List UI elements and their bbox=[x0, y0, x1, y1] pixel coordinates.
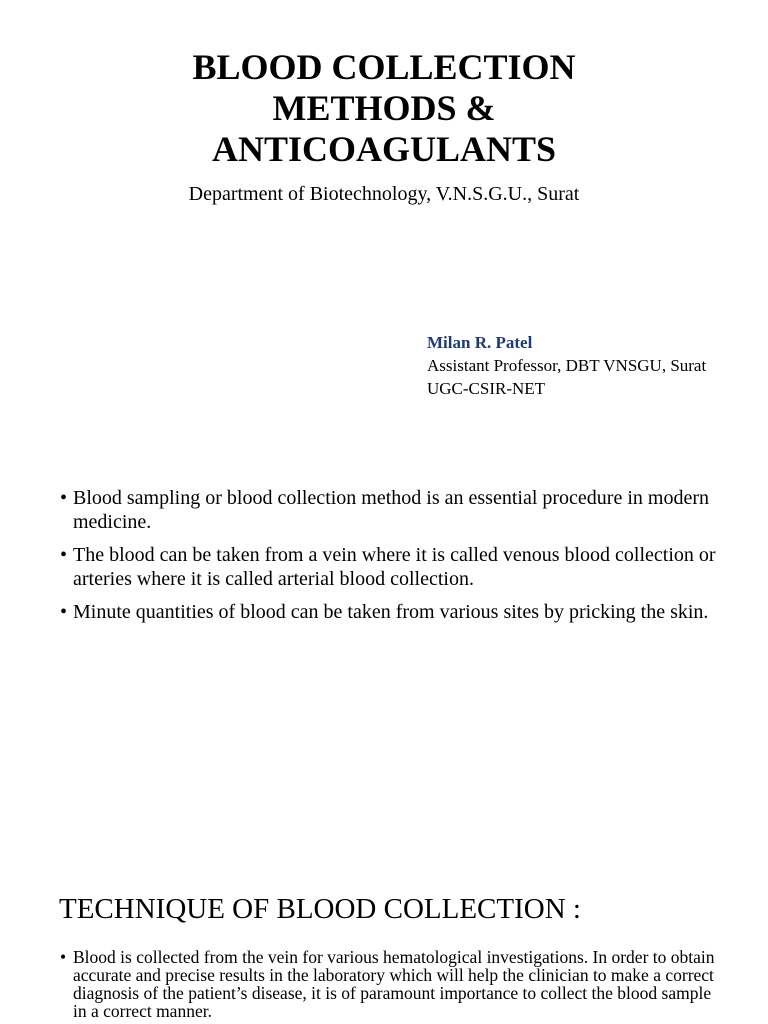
bullet-list bbox=[60, 486, 720, 633]
bullet-list bbox=[60, 948, 720, 1024]
bullet-icon: • bbox=[60, 601, 68, 623]
title-line: ANTICOAGULANTS bbox=[211, 129, 557, 169]
author-name: Milan R. Patel bbox=[427, 333, 533, 352]
title-slide bbox=[0, 0, 768, 440]
bullet-item bbox=[60, 543, 720, 591]
section-heading: TECHNIQUE OF BLOOD COLLECTION : bbox=[59, 893, 581, 925]
intro-slide bbox=[0, 440, 768, 840]
bullet-item bbox=[60, 600, 720, 624]
bullet-text: Blood sampling or blood collection method is an essential procedure in modern medicine. bbox=[73, 487, 709, 533]
title-line: BLOOD COLLECTION bbox=[192, 47, 576, 87]
bullet-text: Minute quantities of blood can be taken from various sites by pricking the skin. bbox=[73, 601, 709, 623]
author-role: Assistant Professor, DBT VNSGU, Surat bbox=[427, 356, 707, 375]
author-info bbox=[427, 331, 706, 400]
bullet-text: Blood is collected from the vein for various hematological investigations. In order to obtain accurate and precise results in the laboratory which will help the clinician to make a correct diagnosis of the patient’s disease, it is of paramount importance to collect the blood sample in a correct manner. bbox=[73, 947, 715, 1021]
bullet-item bbox=[60, 486, 720, 534]
technique-slide bbox=[0, 840, 768, 1024]
department-subtitle: Department of Biotechnology, V.N.S.G.U., Surat bbox=[188, 183, 580, 205]
bullet-icon: • bbox=[60, 947, 67, 967]
bullet-icon: • bbox=[60, 487, 68, 509]
bullet-item bbox=[60, 948, 720, 1020]
author-qualification: UGC-CSIR-NET bbox=[427, 379, 546, 398]
bullet-icon: • bbox=[60, 544, 68, 566]
bullet-text: The blood can be taken from a vein where it is called venous blood collection or arteries where it is called arterial blood collection. bbox=[73, 544, 716, 590]
title-line: METHODS & bbox=[272, 88, 496, 128]
presentation-title bbox=[0, 47, 768, 170]
